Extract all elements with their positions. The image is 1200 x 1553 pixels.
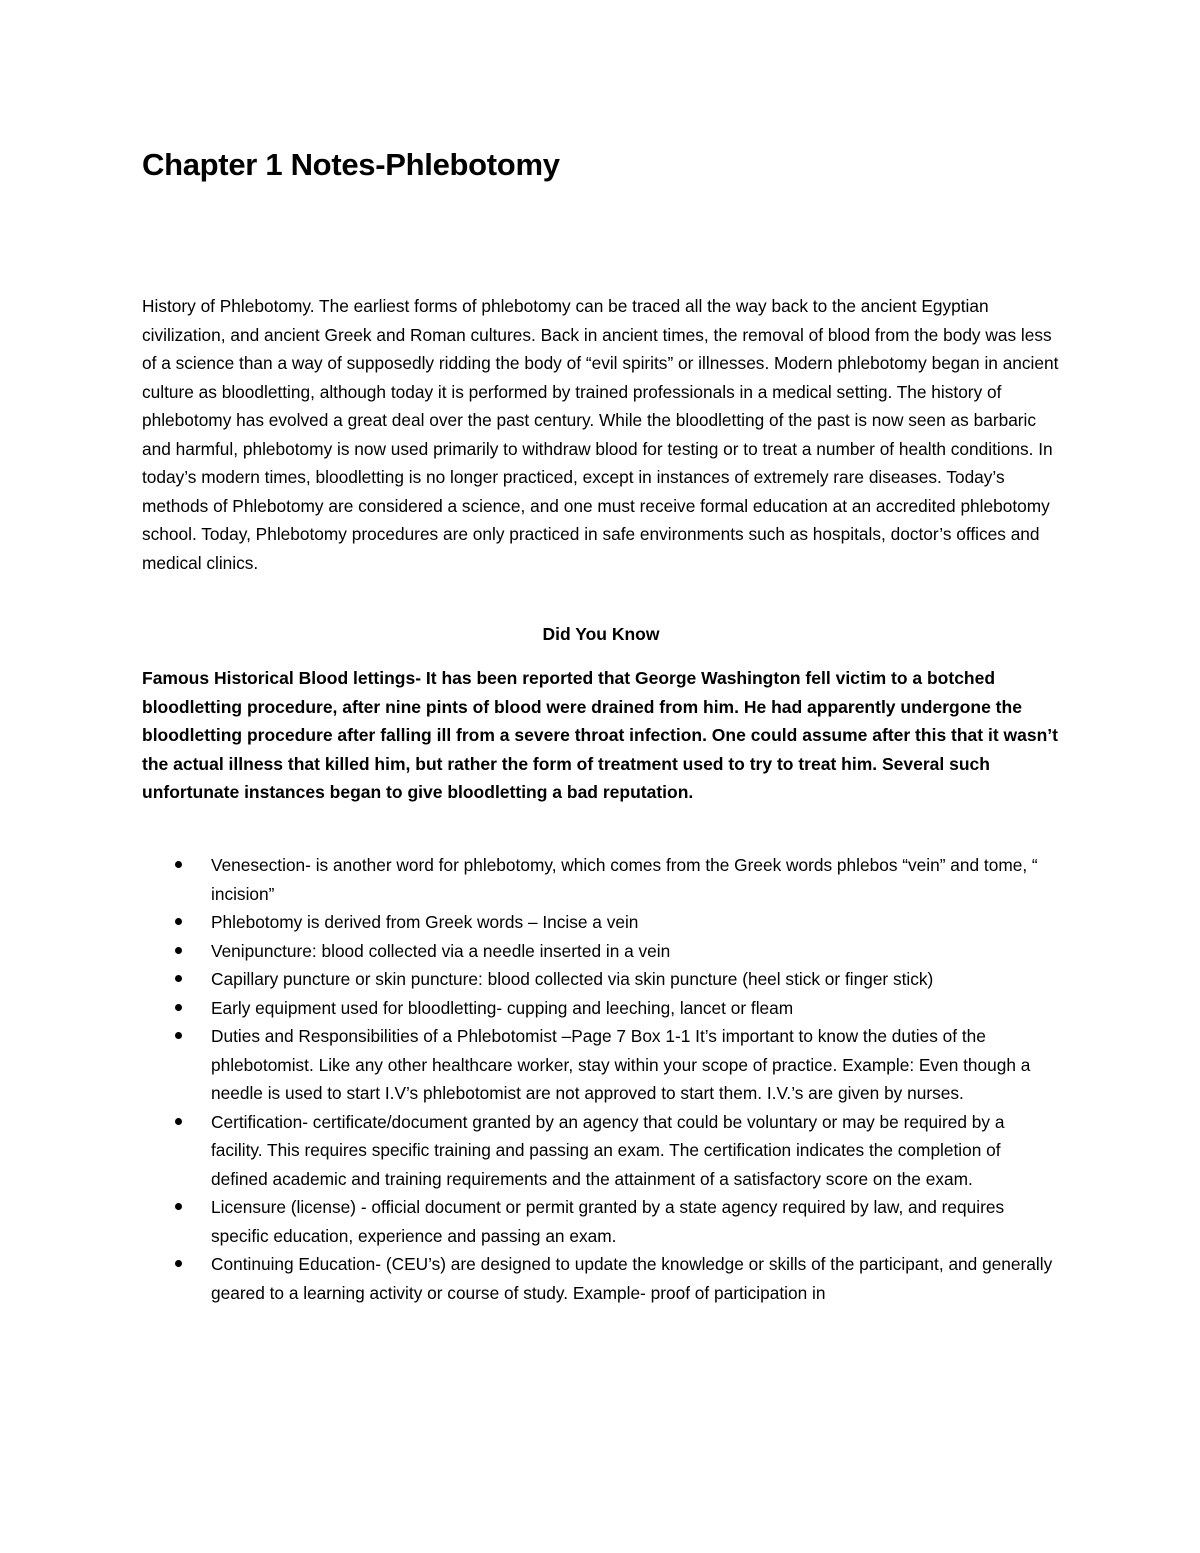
list-item	[142, 937, 1060, 966]
history-paragraph: History of Phlebotomy. The earliest forms of phlebotomy can be traced all the way back to the ancient Egyptian civilization, and ancient Greek and Roman cultures. Back in ancient times, the removal of blood from the body was less of a science than a way of supposedly ridding the body of “evil spirits” or illnesses. Modern phlebotomy began in ancient culture as bloodletting, although today it is performed by trained professionals in a medical setting. The history of phlebotomy has evolved a great deal over the past century. While the bloodletting of the past is now seen as barbaric and harmful, phlebotomy is now used primarily to withdraw blood for testing or to treat a number of health conditions. In today’s modern times, bloodletting is no longer practiced, except in instances of extremely rare diseases. Today’s methods of Phlebotomy are considered a science, and one must receive formal education at an accredited phlebotomy school. Today, Phlebotomy procedures are only practiced in safe environments such as hospitals, doctor’s offices and medical clinics.	[142, 296, 1059, 573]
bullet-icon	[175, 1203, 182, 1210]
list-item	[142, 908, 1060, 937]
list-item-text: Venipuncture: blood collected via a needle inserted in a vein	[211, 940, 671, 961]
list-item-text: Phlebotomy is derived from Greek words – Incise a vein	[211, 912, 639, 932]
did-you-know-heading: Did You Know	[542, 624, 660, 644]
list-item	[142, 1250, 1060, 1307]
list-item-text: Continuing Education- (CEU’s) are designed to update the knowledge or skills of the participant, and generally geared to a learning activity or course of study. Example- proof of participation in	[211, 1254, 1053, 1303]
bullet-icon	[175, 861, 182, 868]
list-item	[142, 1022, 1060, 1108]
list-item	[142, 965, 1060, 994]
bullet-icon	[175, 975, 182, 982]
list-item-text: Duties and Responsibilities of a Phlebotomist –Page 7 Box 1-1 It’s important to know the duties of the phlebotomist. Like any other healthcare worker, stay within your scope of practice. Example: Even though a needle is used to start I.V’s phlebotomist are not approved to start them. I.V.’s are given by nurses.	[211, 1026, 1031, 1103]
list-item	[142, 851, 1060, 908]
bullet-icon	[175, 918, 182, 925]
bullet-icon	[175, 1118, 182, 1125]
bullet-icon	[175, 947, 182, 954]
document-page	[142, 0, 1060, 1553]
list-item	[142, 994, 1060, 1023]
list-item-text: Certification- certificate/document granted by an agency that could be voluntary or may be required by a facility. This requires specific training and passing an exam. The certification indicates the completion of defined academic and training requirements and the attainment of a satisfactory score on the exam.	[211, 1111, 1005, 1189]
bullet-icon	[175, 1004, 182, 1011]
page-title: Chapter 1 Notes-Phlebotomy	[142, 147, 560, 182]
did-you-know-paragraph: Famous Historical Blood lettings- It has been reported that George Washington fell victim to a botched bloodletting procedure, after nine pints of blood were drained from him. He had apparently undergone the bloodletting procedure after falling ill from a severe throat infection. One could assume after this that it wasn’t the actual illness that killed him, but rather the form of treatment used to try to treat him. Several such unfortunate instances began to give bloodletting a bad reputation.	[142, 668, 1058, 802]
list-item	[142, 1193, 1060, 1250]
list-item-text: Early equipment used for bloodletting- cupping and leeching, lancet or fleam	[211, 997, 794, 1018]
list-item	[142, 1108, 1060, 1194]
list-item-text: Licensure (license) - official document or permit granted by a state agency required by law, and requires specific education, experience and passing an exam.	[211, 1197, 1005, 1246]
notes-bullet-list	[142, 851, 1060, 1307]
list-item-text: Venesection- is another word for phlebotomy, which comes from the Greek words phlebos “vein” and tome, “ incision”	[211, 855, 1038, 904]
bullet-icon	[175, 1260, 182, 1267]
bullet-icon	[175, 1032, 182, 1039]
list-item-text: Capillary puncture or skin puncture: blood collected via skin puncture (heel stick or finger stick)	[211, 969, 934, 989]
